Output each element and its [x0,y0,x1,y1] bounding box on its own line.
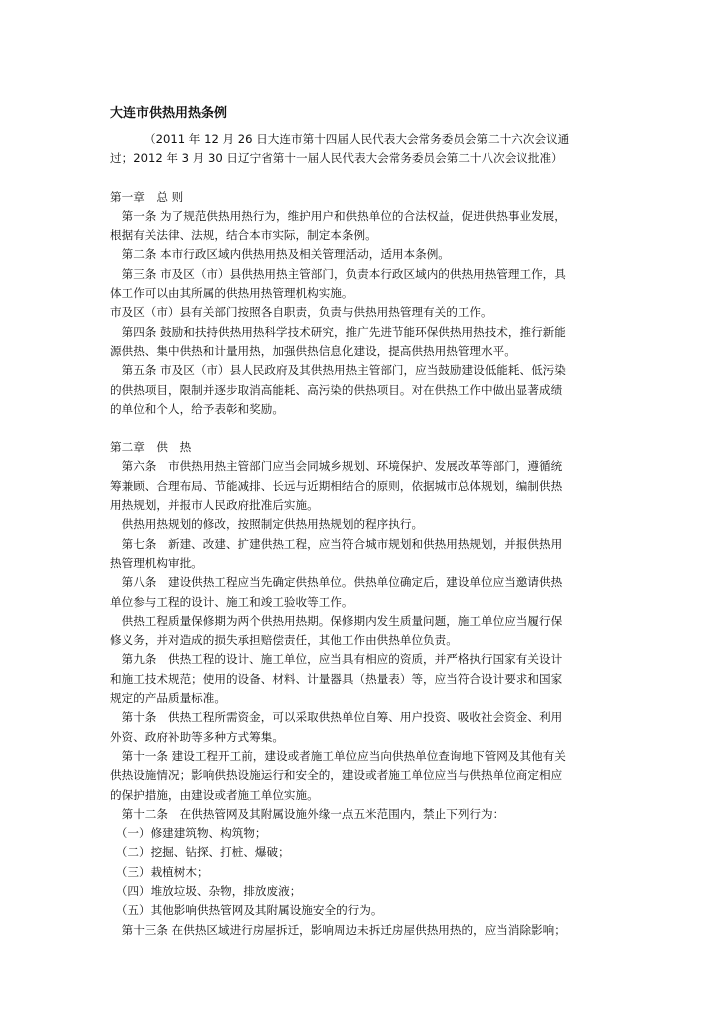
chapter-1-heading: 第一章 总 则 [110,189,184,204]
text-line: 第八条 建设供热工程应当先确定供热单位。供热单位确定后，建设单位应当邀请供热 [110,575,563,590]
text-line: 规定的产品质量标准。 [110,691,226,706]
text-line: 和施工技术规范；使用的设备、材料、计量器具（热量表）等，应当符合设计要求和国家 [110,671,563,686]
text-line: 市及区（市）县有关部门按照各自职责，负责与供热用热管理有关的工作。 [110,305,493,320]
text-line: 第二条 本市行政区域内供热用热及相关管理活动，适用本条例。 [110,247,450,262]
text-line: 供热工程质量保修期为两个供热用热期。保修期内发生质量问题，施工单位应当履行保 [110,613,563,628]
text-line: 单位参与工程的设计、施工和竣工验收等工作。 [110,594,354,609]
text-line: 用热规划，并报市人民政府批准后实施。 [110,498,319,513]
text-line: 外资、政府补助等多种方式筹集。 [110,729,284,744]
text-line: 源供热、集中供热和计量用热，加强供热信息化建设，提高供热用热管理水平。 [110,343,516,358]
text-line: 第十条 供热工程所需资金，可以采取供热单位自筹、用户投资、吸收社会资金、利用 [110,710,563,725]
text-line: 第三条 市及区（市）县供热用热主管部门，负责本行政区域内的供热用热管理工作，具 [110,266,566,281]
text-line: 修义务，并对造成的损失承担赔偿责任，其他工作由供热单位负责。 [110,633,458,648]
text-line: 第九条 供热工程的设计、施工单位，应当具有相应的资质，并严格执行国家有关设计 [110,652,563,667]
text-line: 第十一条 建设工程开工前，建设或者施工单位应当向供热单位查询地下管网及其他有关 [110,748,566,763]
chapter-2-body [110,457,618,939]
text-line: （四）堆放垃圾、杂物，排放废液； [110,883,302,898]
text-line: 供热用热规划的修改，按照制定供热用热规划的程序执行。 [110,517,424,532]
document-title: 大连市供热用热条例 [110,106,228,121]
text-line: 第十三条 在供热区域进行房屋拆迁，影响周边未拆迁房屋供热用热的，应当消除影响； [110,922,566,937]
text-line: 第一条 为了规范供热用热行为，维护用户和供热单位的合法权益，促进供热事业发展， [110,208,566,223]
adoption-note-line-2: 过；2012 年 3 月 30 日辽宁省第十一届人民代表大会常务委员会第二十八次会议批准） [110,151,563,166]
text-line: （一）修建建筑物、构筑物； [110,826,267,841]
text-line: （五）其他影响供热管网及其附属设施安全的行为。 [110,903,383,918]
adoption-note-line-1: （2011 年 12 月 26 日大连市第十四届人民代表大会常务委员会第二十六次会议通 [144,132,570,146]
text-line: 第七条 新建、改建、扩建供热工程，应当符合城市规划和供热用热规划，并报供热用 [110,536,563,551]
text-line: 体工作可以由其所属的供热用热管理机构实施。 [110,286,354,301]
chapter-2-heading: 第二章 供 热 [110,440,192,455]
spacer [110,169,618,188]
chapter-1-body [110,207,618,419]
text-line: 的单位和个人，给予表彰和奖励。 [110,401,284,416]
text-line: 热管理机构审批。 [110,555,203,570]
text-line: （二）挖掘、钻探、打桩、爆破； [110,845,290,860]
text-line: 的供热项目，限制并逐步取消高能耗、高污染的供热项目。对在供热工作中做出显著成绩 [110,382,563,397]
text-line: 第四条 鼓励和扶持供热用热科学技术研究，推广先进节能环保供热用热技术，推行新能 [110,324,566,339]
text-line: 第五条 市及区（市）县人民政府及其供热用热主管部门，应当鼓励建设低能耗、低污染 [110,363,566,378]
text-line: 筹兼顾、合理布局、节能减排、长远与近期相结合的原则，依据城市总体规划，编制供热 [110,478,563,493]
text-line: 供热设施情况；影响供热设施运行和安全的，建设或者施工单位应当与供热单位商定相应 [110,768,563,783]
spacer [110,419,618,438]
text-line: （三）栽植树木； [110,864,209,879]
text-line: 根据有关法律、法规，结合本市实际，制定本条例。 [110,228,377,243]
document-page [110,104,618,940]
text-line: 第十二条 在供热管网及其附属设施外缘一点五米范围内，禁止下列行为： [110,806,505,821]
text-line: 第六条 市供热用热主管部门应当会同城乡规划、环境保护、发展改革等部门，遵循统 [110,459,563,474]
text-line: 的保护措施，由建设或者施工单位实施。 [110,787,319,802]
